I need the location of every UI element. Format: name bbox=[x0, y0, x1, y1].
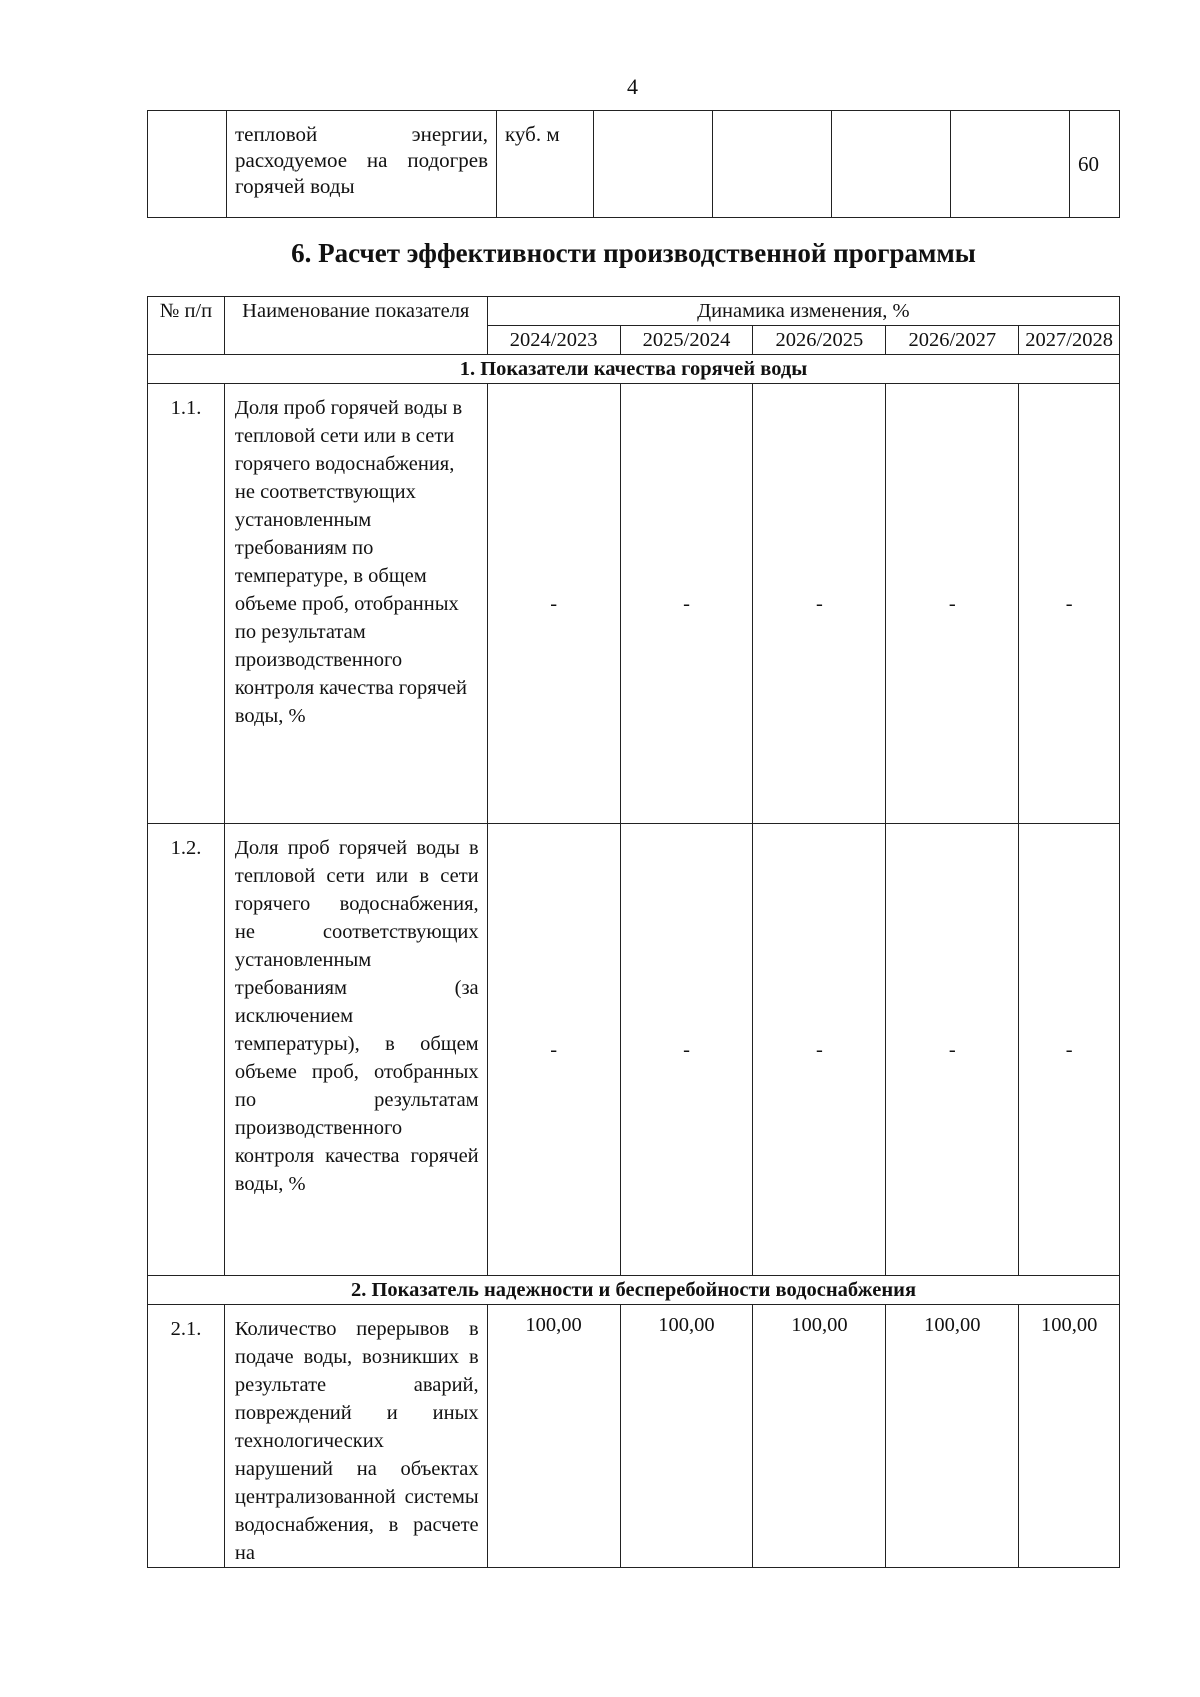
row-value: - bbox=[1019, 824, 1120, 1276]
header-name: Наименование показателя bbox=[224, 297, 487, 355]
row-num: 1.2. bbox=[148, 824, 225, 1276]
value-cell bbox=[713, 111, 832, 218]
table-row bbox=[148, 384, 1120, 824]
num-cell bbox=[148, 111, 227, 218]
row-value: 100,00 bbox=[1019, 1305, 1120, 1568]
row-value: - bbox=[620, 824, 753, 1276]
header-year: 2025/2024 bbox=[620, 326, 753, 355]
row-value: 100,00 bbox=[487, 1305, 620, 1568]
row-value: - bbox=[1019, 384, 1120, 824]
table-row bbox=[148, 824, 1120, 1276]
row-num: 1.1. bbox=[148, 384, 225, 824]
row-num: 2.1. bbox=[148, 1305, 225, 1568]
group-title: 2. Показатель надежности и бесперебойности водоснабжения bbox=[148, 1276, 1120, 1305]
page-number: 4 bbox=[627, 74, 638, 99]
value-cell bbox=[594, 111, 713, 218]
row-value: - bbox=[753, 824, 886, 1276]
value-cell bbox=[832, 111, 951, 218]
group-row bbox=[148, 355, 1120, 384]
row-value: - bbox=[753, 384, 886, 824]
value-cell bbox=[951, 111, 1070, 218]
table-row bbox=[148, 111, 1120, 218]
header-year: 2027/2028 bbox=[1019, 326, 1120, 355]
header-year: 2024/2023 bbox=[487, 326, 620, 355]
row-name: Количество перерывов в подаче воды, возникших в результате аварий, повреждений и иных технологических нарушений на объектах централизованной системы водоснабжения, в расчете на bbox=[224, 1305, 487, 1568]
header-dynamics: Динамика изменения, % bbox=[487, 297, 1119, 326]
name-cell: тепловой энергии, расходуемое на подогрев горячей воды bbox=[227, 111, 497, 218]
section-title: 6. Расчет эффективности производственной программы bbox=[291, 238, 976, 268]
row-value: 100,00 bbox=[753, 1305, 886, 1568]
value-cell: 60 bbox=[1070, 111, 1120, 218]
table-row bbox=[148, 1305, 1120, 1568]
row-value: - bbox=[886, 384, 1019, 824]
efficiency-table bbox=[147, 296, 1120, 1568]
header-year: 2026/2025 bbox=[753, 326, 886, 355]
row-value: - bbox=[487, 824, 620, 1276]
row-name: Доля проб горячей воды в тепловой сети или в сети горячего водоснабжения, не соответствующих установленным требованиям (за исключением температуры), в общем объеме проб, отобранных по результатам производственного контроля качества горячей воды, % bbox=[224, 824, 487, 1276]
header-year: 2026/2027 bbox=[886, 326, 1019, 355]
header-num: № п/п bbox=[148, 297, 225, 355]
row-name: Доля проб горячей воды в тепловой сети или в сети горячего водоснабжения, не соответствующих установленным требованиям по температуре, в общем объеме проб, отобранных по результатам производственного контроля качества горячей воды, % bbox=[224, 384, 487, 824]
header-row bbox=[148, 297, 1120, 326]
row-value: - bbox=[886, 824, 1019, 1276]
row-value: - bbox=[620, 384, 753, 824]
row-value: - bbox=[487, 384, 620, 824]
group-row bbox=[148, 1276, 1120, 1305]
row-value: 100,00 bbox=[620, 1305, 753, 1568]
group-title: 1. Показатели качества горячей воды bbox=[148, 355, 1120, 384]
row-value: 100,00 bbox=[886, 1305, 1019, 1568]
unit-cell: куб. м bbox=[497, 111, 594, 218]
continued-table bbox=[147, 110, 1120, 218]
